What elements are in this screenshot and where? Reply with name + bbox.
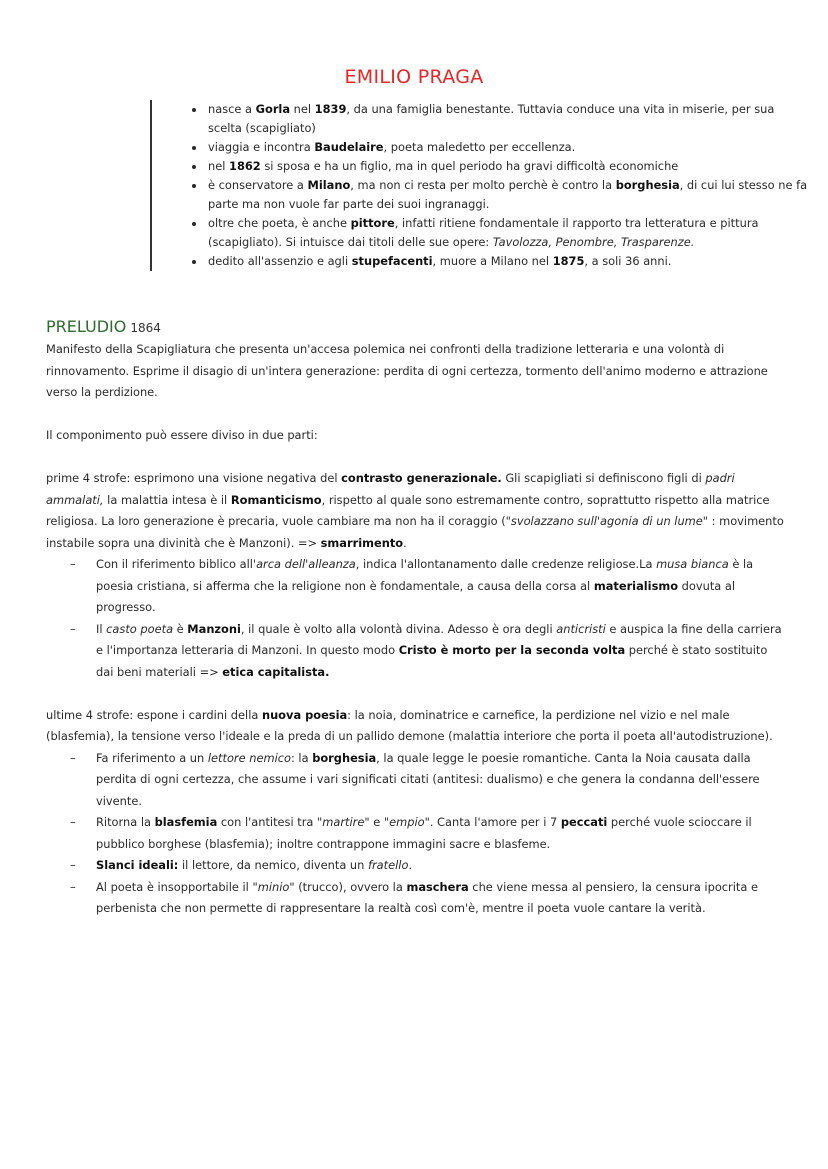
text-run: viaggia e incontra [208,140,315,154]
text-run: Manifesto della Scapigliatura che presenta un'accesa polemica nei confronti della tradizione letteraria e una volontà di rinnovamento. Esprime il disagio di un'intera generazione: perdita di ogni certezza, tormento dell'animo moderno e attrazione verso la perdizione. [46,342,768,399]
text-run: oltre che poeta, è anche [208,216,351,230]
text-run: nasce a [208,102,256,116]
text-run: Il [96,621,107,636]
preludio-heading [46,316,786,339]
text-run: , da una famiglia benestante. Tuttavia conduce una vita in miserie, per sua scelta (scapigliato) [208,102,775,135]
italic-text: empio [389,815,425,829]
division-text: Il componimento può essere diviso in due parti: [46,428,318,442]
bio-item [206,138,810,157]
bold-text: peccati [560,815,608,829]
text-run: ". Canta l'amore per i 7 [424,815,561,829]
bold-text: pittore [350,216,395,230]
intro-paragraph [46,339,786,404]
text-run: Al poeta è insopportabile il " [96,879,258,894]
text-run: è [173,621,188,636]
bold-text: nuova poesia [261,707,348,722]
bold-text: stupefacenti [351,254,433,268]
text-run: . [403,535,407,550]
bold-text: Slanci ideali: [96,858,179,872]
text-run: ultime 4 strofe: espone i cardini della [46,707,262,722]
text-run: è la poesia cristiana, si afferma che la religione non è fondamentale, a causa della corsa al [96,557,754,593]
text-run: " : movimento instabile sopra una divinità che è Manzoni). => [46,514,784,550]
part1-paragraph [46,468,786,554]
italic-text: fratello [367,858,409,872]
bold-text: smarrimento [320,535,404,550]
bold-text: Cristo è morto per la seconda volta [398,643,626,657]
bio-item [206,214,810,252]
text-run: dedito all'assenzio e agli [208,254,352,268]
part2-paragraph [46,705,786,748]
italic-text: svolazzano sull'agonia di un lume [510,514,703,528]
text-run: , muore a Milano nel [432,254,553,268]
bold-text: etica capitalista. [222,664,330,679]
text-run: e auspica la fine della carriera e l'importanza letteraria di Manzoni. In questo modo [96,621,782,657]
text-run: Ritorna la [96,815,155,829]
bold-text: maschera [406,879,469,894]
text-run: che viene messa al pensiero, la censura ipocrita e perbenista che non permette di rappresentare la realtà così com'è, mentre il poeta vuole cantare la verità. [96,879,758,915]
text-run: . [408,858,413,872]
bold-text: Milano [307,178,351,192]
part2-item [46,877,786,920]
text-run: " (trucco), ovvero la [289,879,407,894]
text-run: , indica l'allontanamento dalle credenze religiose.La [355,557,657,571]
bold-text: Baudelaire [314,140,384,154]
italic-text: musa bianca [656,557,729,571]
text-run: nel [208,159,230,173]
text-run: la malattia intesa è il [103,492,231,507]
bold-text: Gorla [255,102,291,116]
bold-text: contrasto generazionale. [341,471,502,485]
italic-text: anticristi [556,621,606,636]
italic-text: martire [322,815,365,829]
part2-item [46,855,786,877]
text-run: , a soli 36 anni. [584,254,672,268]
text-run: " e " [364,815,390,829]
bold-text: Romanticismo [230,492,322,507]
text-run: con l'antitesi tra " [217,815,323,829]
preludio-year: 1864 [130,321,161,335]
italic-text: Tavolozza, Penombre, Trasparenze. [492,235,695,249]
bold-text: 1839 [314,102,347,116]
text-run: : la noia, dominatrice e carnefice, la perdizione nel vizio e nel male (blasfemia), la tensione verso l'ideale e la preda di un pallido demone (malattia interiore che porta il poeta all'autodistruzione). [46,707,773,743]
biography-list [180,100,810,271]
biography-section [150,100,810,271]
text-run: prime 4 strofe: esprimono una visione negativa del [46,471,342,485]
bold-text: 1862 [229,159,261,173]
part2-item [46,812,786,855]
text-run: : la [290,750,313,765]
italic-text: lettore nemico [207,750,291,765]
text-run: perché è stato sostituito dai beni materiali => [96,643,768,679]
bold-text: borghesia [312,750,377,765]
italic-text: arca dell'alleanza [256,557,356,571]
bio-item [206,100,810,138]
text-run: , la quale legge le poesie romantiche. Canta la Noia causata dalla perdita di ogni certezza, che assume i vari significati citati (antitesi: dualismo) e che genera la condanna dell'essere vivente. [96,750,760,808]
italic-text: padri ammalati, [46,471,735,507]
text-run: , il quale è volto alla volontà divina. Adesso è ora degli [240,621,557,636]
text-run: , poeta maledetto per eccellenza. [383,140,576,154]
text-run: perché vuole scioccare il pubblico borghese (blasfemia); inoltre contrappone immagini sacre e blasfeme. [96,815,752,851]
bold-text: borghesia [615,178,680,192]
bio-item [206,176,810,214]
bio-item [206,252,810,271]
page-title: EMILIO PRAGA [344,66,484,88]
bold-text: Manzoni [187,621,241,636]
text-run: , infatti ritiene fondamentale il rapporto tra letteratura e pittura (scapigliato). Si intuisce dai titoli delle sue opere: [208,216,759,249]
part2-item [46,748,786,813]
text-run: si sposa e ha un figlio, ma in quel periodo ha gravi difficoltà economiche [260,159,679,173]
italic-text: casto poeta [106,621,174,636]
text-run: il lettore, da nemico, diventa un [178,858,368,872]
text-run: nel [290,102,315,116]
part1-item [46,554,786,619]
preludio-title: PRELUDIO [46,317,127,336]
bold-text: blasfemia [154,815,218,829]
bio-item [206,157,810,176]
italic-text: minio [257,879,290,894]
bold-text: 1875 [552,254,585,268]
part2-list [46,748,786,920]
text-run: Fa riferimento a un [96,750,208,765]
text-run: Con il riferimento biblico all' [96,557,257,571]
text-run: è conservatore a [208,178,308,192]
text-run: Gli scapigliati si definiscono figli di [501,471,706,485]
part1-item [46,619,786,684]
text-run: dovuta al progresso. [96,578,736,614]
part1-list [46,554,786,683]
text-run: , ma non ci resta per molto perchè è contro la [350,178,616,192]
text-run: , rispetto al quale sono estremamente contro, soprattutto rispetto alla matrice religiosa. La loro generazione è precaria, vuole cambiare ma non ha il coraggio (" [46,492,770,528]
preludio-section [46,316,786,920]
text-run: , di cui lui stesso ne fa parte ma non vuole far parte dei suoi ingranaggi. [208,178,808,211]
bold-text: materialismo [593,578,679,593]
